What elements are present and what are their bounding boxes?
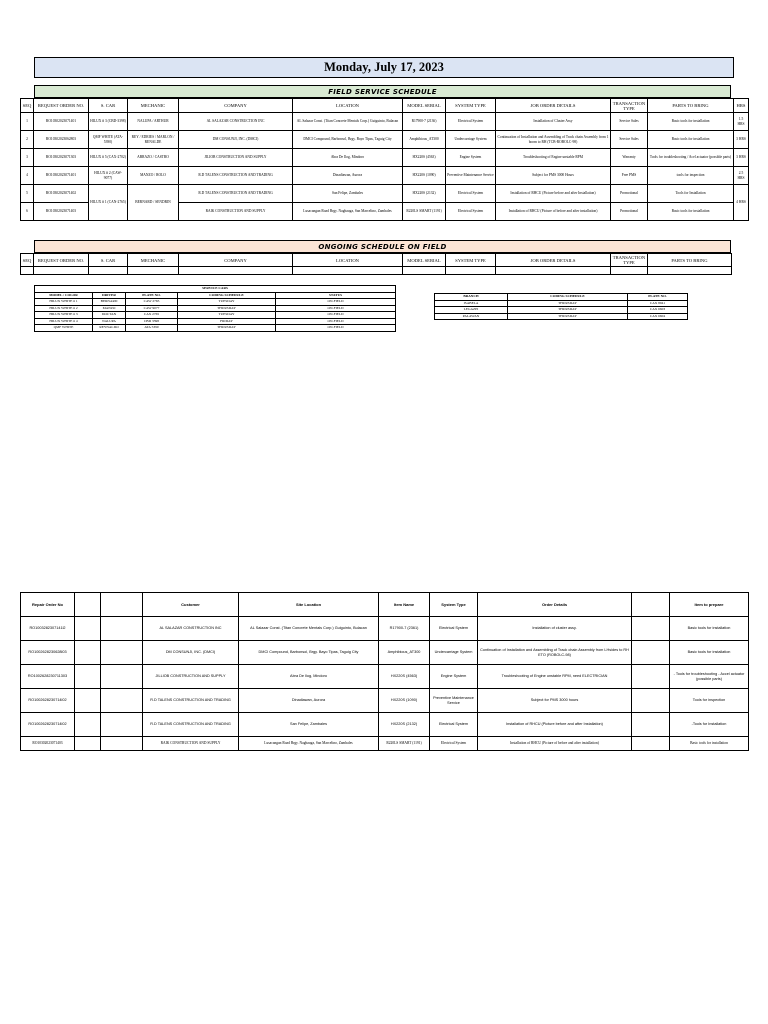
plate-cell: CAX 6604 bbox=[628, 313, 688, 320]
col-company: COMPANY bbox=[179, 99, 293, 113]
location-cell: San Felipe, Zambales bbox=[293, 185, 403, 203]
blank-cell bbox=[75, 713, 101, 737]
mechanic-cell: BERNARD / SENDRIN bbox=[128, 185, 179, 221]
item-name-cell: R220LS SMART (1191) bbox=[379, 737, 430, 751]
table-row bbox=[35, 325, 396, 332]
col-hrs: HRS bbox=[734, 99, 749, 113]
parts-cell: Basic tools for installation bbox=[648, 131, 734, 149]
item-name-cell: HX220S (1090) bbox=[379, 689, 430, 713]
col-customer: Customer bbox=[143, 593, 239, 617]
customer-cell: R.D TALENS CONSTRUCTION AND TRADING bbox=[143, 713, 239, 737]
order-details-cell bbox=[478, 737, 632, 751]
site-location-cell: Abra De Ilog, Mindoro bbox=[239, 665, 379, 689]
col-plate-no: PLATE NO. bbox=[126, 292, 178, 299]
blank-cell bbox=[75, 737, 101, 751]
table-row bbox=[21, 185, 749, 203]
mechanic-cell: MANZO / ROLO bbox=[128, 167, 179, 185]
item-to-prepare-cell: -Tools for Installation bbox=[670, 713, 749, 737]
driver-cell: REYNALDO bbox=[93, 325, 126, 332]
seq-cell: 5 bbox=[21, 185, 34, 203]
col-mechanic: MECHANIC bbox=[128, 99, 179, 113]
order-details-cell: Troubleshooting of Engine unstable RPM, need ELECTRICIAN bbox=[478, 665, 632, 689]
repair-order-cell: RO1002628230714l02 bbox=[21, 689, 75, 713]
blank-cell bbox=[101, 713, 143, 737]
table-row bbox=[21, 737, 749, 751]
system-type-cell: Electrical System bbox=[430, 713, 478, 737]
col-mechanic: MECHANIC bbox=[128, 254, 179, 267]
blank-cell bbox=[101, 689, 143, 713]
blank-cell bbox=[101, 617, 143, 641]
col-blank-1 bbox=[75, 593, 101, 617]
car-cell: HILUX # 2 (CAW-9077) bbox=[89, 167, 128, 185]
blank-cell bbox=[101, 641, 143, 665]
field-service-title: FIELD SERVICE SCHEDULE bbox=[34, 85, 731, 98]
status-cell: ON-FIELD bbox=[276, 305, 396, 312]
mechanic-cell: ABRAZO / CASTRO bbox=[128, 149, 179, 167]
location-cell: DMCI Compound, Barbonsol, Brgy. Bayo Tipas, Taguig City bbox=[293, 131, 403, 149]
table-row bbox=[21, 641, 749, 665]
item-to-prepare-cell: Basic tools for installation bbox=[670, 617, 749, 641]
col-parts: PARTS TO BRING bbox=[648, 99, 734, 113]
service-cars-caption: SERVICE CARS bbox=[35, 286, 396, 293]
ro-cell: RO10302023071402 bbox=[34, 185, 89, 203]
col-location: LOCATION bbox=[293, 99, 403, 113]
order-details-cell: Installation of cluster assy. bbox=[478, 617, 632, 641]
plate-cell: ATA 5390 bbox=[126, 325, 178, 332]
location-cell: Abra De Ilog, Mindoro bbox=[293, 149, 403, 167]
date-title: Monday, July 17, 2023 bbox=[34, 57, 734, 78]
col-request-order: REQUEST ORDER NO. bbox=[34, 254, 89, 267]
order-details-cell: Continuation of Installation and Assembling of Track chain Assembly from LHsides to RH ETO (ROBOLC-98) bbox=[478, 641, 632, 665]
branch-cell: LEGAZPI bbox=[435, 307, 508, 314]
parts-cell: Basic tools for installation bbox=[648, 113, 734, 131]
hrs-cell: 1.5 HRS bbox=[734, 113, 749, 131]
site-location-cell: Dinadiawan, Aurora bbox=[239, 689, 379, 713]
car-cell: QMF WHITE (ATA-5390) bbox=[89, 131, 128, 149]
table-row bbox=[21, 689, 749, 713]
coding-cell: TUESDAY bbox=[178, 312, 276, 319]
ro-cell: RO10302023071403 bbox=[34, 203, 89, 221]
blank-cell bbox=[632, 665, 670, 689]
col-location: LOCATION bbox=[293, 254, 403, 267]
ro-cell: RO10302023071401 bbox=[34, 167, 89, 185]
customer-cell: R.D TALENS CONSTRUCTION AND TRADING bbox=[143, 689, 239, 713]
plate-cell: CAX 2765 bbox=[126, 312, 178, 319]
hrs-cell: 2.5 HRS bbox=[734, 167, 749, 185]
blank-cell bbox=[75, 617, 101, 641]
model-cell: HX220S (2132) bbox=[403, 185, 446, 203]
job-cell: Subject for PMS 3000 Hours bbox=[496, 167, 611, 185]
table-row bbox=[435, 313, 688, 320]
plate-cell: CBD 3398 bbox=[126, 318, 178, 325]
customer-cell: AL SALAZAR CONSTRUCTION INC bbox=[143, 617, 239, 641]
company-cell: RAIK CONSTRUCTION AND SUPPLY bbox=[179, 203, 293, 221]
repair-orders-table bbox=[20, 592, 749, 751]
driver-cell: BERNARD bbox=[93, 299, 126, 306]
repair-orders-header-row bbox=[21, 593, 749, 617]
col-coding-schedule: CODING SCHEDULE bbox=[178, 292, 276, 299]
table-row bbox=[21, 713, 749, 737]
model-color-cell: HILUX WHITE # 4 bbox=[35, 318, 93, 325]
coding-cell: THURSDAY bbox=[508, 307, 628, 314]
col-system-type: SYSTEM TYPE bbox=[446, 99, 496, 113]
model-color-cell: HILUX WHITE # 3 bbox=[35, 312, 93, 319]
col-item-name: Item Name bbox=[379, 593, 430, 617]
item-to-prepare-cell: - Tools for troubleshooting - Accel actuator (possible parts) bbox=[670, 665, 749, 689]
item-to-prepare-cell: Basic tools for installation bbox=[670, 737, 749, 751]
seq-cell: 3 bbox=[21, 149, 34, 167]
repair-order-cell: RO1002628230714l02 bbox=[21, 713, 75, 737]
col-site-location: Site Location bbox=[239, 593, 379, 617]
customer-cell: JILLIOB CONSTRUCTION AND SUPPLY bbox=[143, 665, 239, 689]
service-cars-table bbox=[34, 285, 396, 332]
parts-cell: Basic tools for installation bbox=[648, 203, 734, 221]
parts-cell: tools for inspection bbox=[648, 167, 734, 185]
coding-cell: THURSDAY bbox=[508, 313, 628, 320]
coding-cell: THURSDAY bbox=[178, 305, 276, 312]
mechanic-cell: REY / EDRIES / MARLON / RENALDE bbox=[128, 131, 179, 149]
blank-cell bbox=[75, 665, 101, 689]
item-name-cell: Amphibious_AT300 bbox=[379, 641, 430, 665]
branch-cell: ISABELA bbox=[435, 300, 508, 307]
empty-cell bbox=[403, 267, 446, 275]
empty-cell bbox=[611, 267, 648, 275]
ongoing-schedule-table bbox=[20, 253, 732, 275]
hrs-cell: 3 HRS bbox=[734, 131, 749, 149]
blank-cell bbox=[75, 641, 101, 665]
empty-cell bbox=[21, 267, 34, 275]
site-location-cell: Lusacangan Road Brgy. Naghauga, San Marcelino, Zambales bbox=[239, 737, 379, 751]
col-coding-schedule: CODING SCHEDULE bbox=[508, 294, 628, 301]
seq-cell: 4 bbox=[21, 167, 34, 185]
customer-cell: DM CONSUNJI, INC. (DMCI) bbox=[143, 641, 239, 665]
car-cell: HILUX # 1 (CAN-2765) bbox=[89, 185, 128, 221]
order-details-text: Installation of RHCU (Picture of before and after installation) bbox=[510, 741, 599, 746]
model-cell: Amphibious_AT300 bbox=[403, 131, 446, 149]
col-driver: DRIVER bbox=[93, 292, 126, 299]
col-model-serial: MODEL SERIAL bbox=[403, 99, 446, 113]
plate-cell: CAW 2765 bbox=[126, 299, 178, 306]
model-color-cell: HILUX WHITE # 2 bbox=[35, 305, 93, 312]
ongoing-header-row bbox=[21, 254, 732, 267]
model-color-cell: HILUX WHITE # 1 bbox=[35, 299, 93, 306]
hrs-cell: 4 HRS bbox=[734, 185, 749, 221]
coding-cell: THURSDAY bbox=[178, 325, 276, 332]
empty-cell bbox=[128, 267, 179, 275]
empty-cell bbox=[179, 267, 293, 275]
repair-order-cell: RO10302023071403 bbox=[21, 737, 75, 751]
col-service-car: S. CAR bbox=[89, 254, 128, 267]
status-cell: ON-FIELD bbox=[276, 312, 396, 319]
blank-cell bbox=[632, 641, 670, 665]
col-transaction-type: TRANSACTION TYPE bbox=[611, 254, 648, 267]
system-type-cell: Electrical System bbox=[430, 617, 478, 641]
plate-cell: CAX 6603 bbox=[628, 307, 688, 314]
system-type-cell: Undercarriage System bbox=[430, 641, 478, 665]
seq-cell: 6 bbox=[21, 203, 34, 221]
table-row bbox=[21, 167, 749, 185]
location-cell: Dinadiawan, Aurora bbox=[293, 167, 403, 185]
repair-order-cell: RO1003282307141l2 bbox=[21, 617, 75, 641]
driver-cell: NALUPA bbox=[93, 318, 126, 325]
seq-cell: 1 bbox=[21, 113, 34, 131]
location-cell: AL Salazar Const. (Titan Concrete Mentals Corp.) Guiguinto, Bulacan bbox=[293, 113, 403, 131]
driver-cell: MANZO bbox=[93, 305, 126, 312]
site-location-cell: DMCI Compound, Barbonsol, Brgy. Bayo Tipas, Taguig City bbox=[239, 641, 379, 665]
transaction-cell: Free PMS bbox=[611, 167, 648, 185]
hrs-cell: 3 HRS bbox=[734, 149, 749, 167]
job-cell: Installation of Cluster Assy bbox=[496, 113, 611, 131]
ro-cell: RO10302023071401 bbox=[34, 113, 89, 131]
company-cell: R.D TALENS CONSTRUCTION AND TRADING bbox=[179, 167, 293, 185]
col-blank-2 bbox=[101, 593, 143, 617]
model-color-cell: QMF WHITE bbox=[35, 325, 93, 332]
system-type-cell: Engine System bbox=[430, 665, 478, 689]
table-row bbox=[21, 113, 749, 131]
blank-cell bbox=[632, 617, 670, 641]
model-cell: R220LS SMART (1191) bbox=[403, 203, 446, 221]
system-cell: Electrical System bbox=[446, 185, 496, 203]
model-cell: R17900-7 (2136) bbox=[403, 113, 446, 131]
company-cell: R.D TALENS CONSTRUCTION AND TRADING bbox=[179, 185, 293, 203]
col-system-type: System Type bbox=[430, 593, 478, 617]
col-job-order: JOB ORDER DETAILS bbox=[496, 99, 611, 113]
empty-cell bbox=[496, 267, 611, 275]
col-request-order: REQUEST ORDER NO. bbox=[34, 99, 89, 113]
blank-cell bbox=[101, 665, 143, 689]
blank-cell bbox=[101, 737, 143, 751]
empty-cell bbox=[446, 267, 496, 275]
site-location-cell: AL Salazar Const. (Titan Concrete Mentals Corp.) Guiguinto, Bulacan bbox=[239, 617, 379, 641]
col-seq: SEQ bbox=[21, 99, 34, 113]
status-cell: ON-FIELD bbox=[276, 318, 396, 325]
blank-cell bbox=[632, 737, 670, 751]
order-details-cell: Subject for PMS 3000 hours bbox=[478, 689, 632, 713]
customer-cell: RAIK CONSTRUCTION AND SUPPLY bbox=[143, 737, 239, 751]
col-model-serial: MODEL SERIAL bbox=[403, 254, 446, 267]
order-details-cell: Installation of RHCU (Picture before and after Installation) bbox=[478, 713, 632, 737]
model-cell: HX220S (1090) bbox=[403, 167, 446, 185]
mechanic-cell: NALUPA / ARTHUR bbox=[128, 113, 179, 131]
car-cell: HILUX # 5 (CAX-2702) bbox=[89, 149, 128, 167]
table-row bbox=[21, 131, 749, 149]
item-to-prepare-cell: Tools for inspection bbox=[670, 689, 749, 713]
col-company: COMPANY bbox=[179, 254, 293, 267]
status-cell: ON-FIELD bbox=[276, 325, 396, 332]
col-model-color: MODEL / COLOR bbox=[35, 292, 93, 299]
blank-cell bbox=[632, 689, 670, 713]
system-cell: Engine System bbox=[446, 149, 496, 167]
transaction-cell: Promotional bbox=[611, 203, 648, 221]
repair-order-cell: RO1002628230628l03 bbox=[21, 641, 75, 665]
empty-cell bbox=[89, 267, 128, 275]
table-row bbox=[21, 267, 732, 275]
site-location-cell: San Felipe, Zambales bbox=[239, 713, 379, 737]
col-service-car: S. CAR bbox=[89, 99, 128, 113]
coding-cell: TUESDAY bbox=[178, 299, 276, 306]
location-cell: Lusacangan Road Brgy. Naghauga, San Marcelino, Zambales bbox=[293, 203, 403, 221]
field-service-header-row bbox=[21, 99, 749, 113]
job-cell: Installation of RHCU (Picture before and after Installation) bbox=[496, 185, 611, 203]
system-cell: Undercarriage System bbox=[446, 131, 496, 149]
col-job-order: JOB ORDER DETAILS bbox=[496, 254, 611, 267]
field-service-table bbox=[20, 98, 749, 221]
table-row bbox=[21, 149, 749, 167]
item-name-cell: R17900-7 (2361) bbox=[379, 617, 430, 641]
company-cell: JILIOB CONSTRUCTION AND SUPPLY bbox=[179, 149, 293, 167]
model-cell: HX220S (4563) bbox=[403, 149, 446, 167]
col-item-to-prepare: Item to prepare bbox=[670, 593, 749, 617]
seq-cell: 2 bbox=[21, 131, 34, 149]
item-to-prepare-cell: Basic tools for installation bbox=[670, 641, 749, 665]
branch-table bbox=[434, 293, 688, 320]
job-cell: Continuation of Installation and Assembling of Track chain Assembly from 1 boom to RH (TCB-ROBOLC-98) bbox=[496, 131, 611, 149]
transaction-cell: Service Sales bbox=[611, 113, 648, 131]
parts-cell: Tools for troubleshooting / Acel actuator (possible parts) bbox=[648, 149, 734, 167]
parts-cell: Tools for Installation bbox=[648, 185, 734, 203]
system-type-cell: Electrical System bbox=[430, 737, 478, 751]
transaction-cell: Service Sales bbox=[611, 131, 648, 149]
system-cell: Preventive Maintenance Service bbox=[446, 167, 496, 185]
job-cell: Troubleshooting of Engine unstable RPM bbox=[496, 149, 611, 167]
table-row bbox=[21, 665, 749, 689]
item-name-cell: HX220S (2132) bbox=[379, 713, 430, 737]
table-row bbox=[21, 617, 749, 641]
empty-cell bbox=[293, 267, 403, 275]
ongoing-schedule-title: ONGOING SCHEDULE ON FIELD bbox=[34, 240, 731, 253]
system-type-cell: Preventive Maintenance Service bbox=[430, 689, 478, 713]
transaction-cell: Warranty bbox=[611, 149, 648, 167]
col-status: STATUS bbox=[276, 292, 396, 299]
plate-cell: CAW 9077 bbox=[126, 305, 178, 312]
coding-cell: FRIDAY bbox=[178, 318, 276, 325]
empty-cell bbox=[648, 267, 732, 275]
col-branch: BRANCH bbox=[435, 294, 508, 301]
system-cell: Electrical System bbox=[446, 203, 496, 221]
empty-cell bbox=[34, 267, 89, 275]
blank-cell bbox=[75, 689, 101, 713]
col-transaction-type: TRANSACTION TYPE bbox=[611, 99, 648, 113]
col-blank-3 bbox=[632, 593, 670, 617]
car-cell: HILUX # 3 (CBD-3398) bbox=[89, 113, 128, 131]
col-order-details: Order Details bbox=[478, 593, 632, 617]
coding-cell: THURSDAY bbox=[508, 300, 628, 307]
status-cell: ON-FIELD bbox=[276, 299, 396, 306]
col-system-type: SYSTEM TYPE bbox=[446, 254, 496, 267]
ro-cell: RO10302023062803 bbox=[34, 131, 89, 149]
plate-cell: CAX 8941 bbox=[628, 300, 688, 307]
company-cell: DM CONSUNJI, INC. (DMCI) bbox=[179, 131, 293, 149]
col-repair-order: Repair Order No bbox=[21, 593, 75, 617]
col-plate-no: PLATE NO. bbox=[628, 294, 688, 301]
blank-cell bbox=[632, 713, 670, 737]
repair-order-cell: RO1002628230711303 bbox=[21, 665, 75, 689]
job-cell: Installation of RHCU (Picture of before and after installation) bbox=[496, 203, 611, 221]
company-cell: AL SALAZAR CONSTRUCTION INC bbox=[179, 113, 293, 131]
branch-cell: PALAWAN bbox=[435, 313, 508, 320]
transaction-cell: Promotional bbox=[611, 185, 648, 203]
item-name-cell: HX220S (4563) bbox=[379, 665, 430, 689]
col-parts: PARTS TO BRING bbox=[648, 254, 732, 267]
system-cell: Electrical System bbox=[446, 113, 496, 131]
col-seq: SEQ bbox=[21, 254, 34, 267]
driver-cell: DOCTAN bbox=[93, 312, 126, 319]
ro-cell: RO10302023071303 bbox=[34, 149, 89, 167]
